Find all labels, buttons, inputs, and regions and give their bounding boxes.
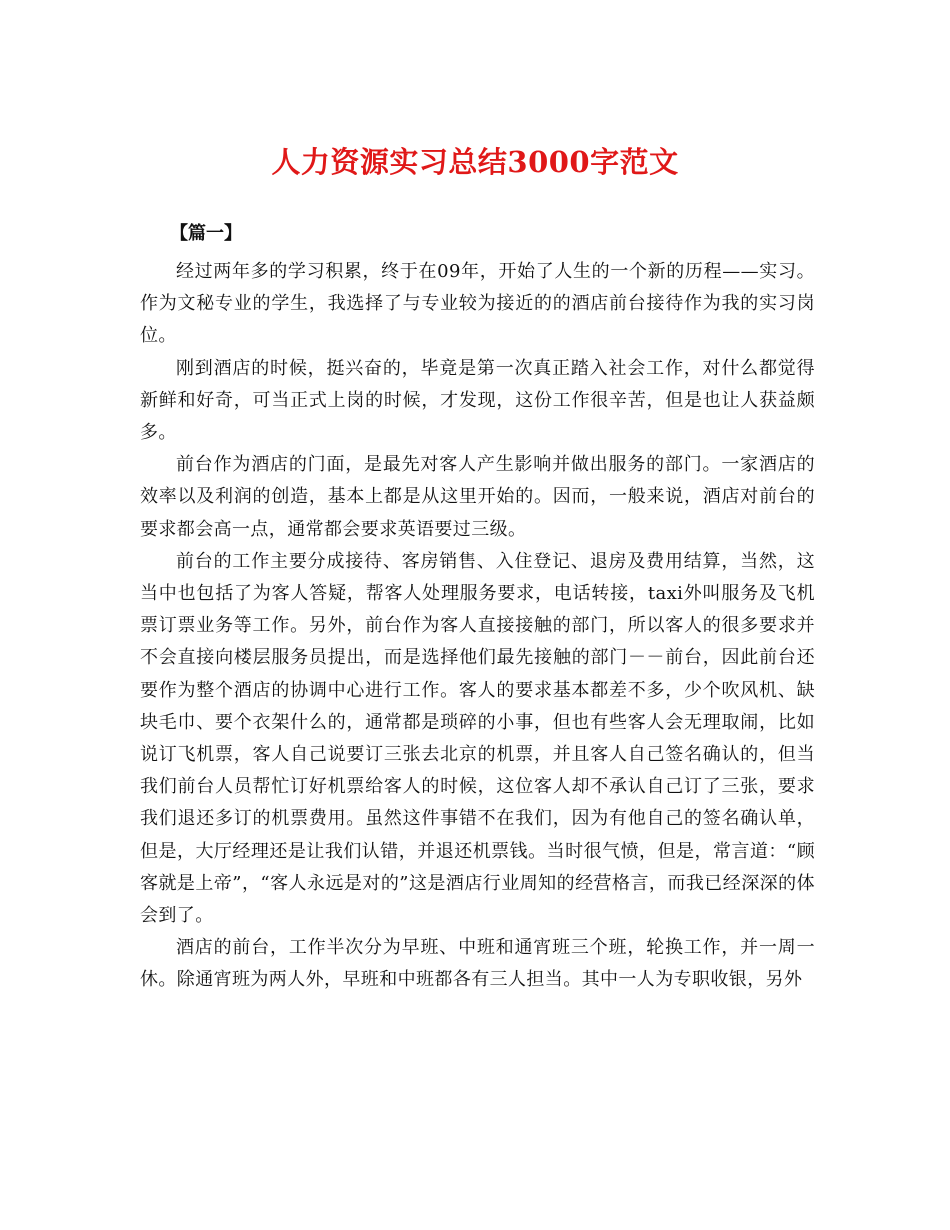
paragraph: 前台作为酒店的门面，是最先对客人产生影响并做出服务的部门。一家酒店的效率以及利润的创造，基本上都是从这里开始的。因而，一般来说，酒店对前台的要求都会高一点，通常都会要求英语要过三级。 [140, 454, 815, 540]
paragraph: 刚到酒店的时候，挺兴奋的，毕竟是第一次真正踏入社会工作，对什么都觉得新鲜和好奇，可当正式上岗的时候，才发现，这份工作很辛苦，但是也让人获益颇多。 [140, 357, 815, 444]
document-title: 人力资源实习总结3000字范文 [271, 145, 679, 179]
paragraph: 经过两年多的学习积累，终于在09年，开始了人生的一个新的历程——实习。作为文秘专业的学生，我选择了与专业较为接近的的酒店前台接待作为我的实习岗位。 [140, 261, 815, 347]
paragraph: 酒店的前台，工作半次分为早班、中班和通宵班三个班，轮换工作，并一周一休。除通宵班为两人外，早班和中班都各有三人担当。其中一人为专职收银，另外 [140, 937, 815, 991]
document-body [140, 256, 815, 997]
section-label: 【篇一】 [170, 223, 242, 244]
paragraph: 前台的工作主要分成接待、客房销售、入住登记、退房及费用结算，当然，这当中也包括了为客人答疑，帮客人处理服务要求，电话转接，taxi外叫服务及飞机票订票业务等工作。另外，前台作为客人直接接触的部门，所以客人的很多要求并不会直接向楼层服务员提出，而是选择他们最先接触的部门－－前台，因此前台还要作为整个酒店的协调中心进行工作。客人的要求基本都差不多，少个吹风机、缺块毛巾、要个衣架什么的，通常都是琐碎的小事，但也有些客人会无理取闹，比如说订飞机票，客人自己说要订三张去北京的机票，并且客人自己签名确认的，但当我们前台人员帮忙订好机票给客人的时候，这位客人却不承认自己订了三张，要求我们退还多订的机票费用。虽然这件事错不在我们，因为有他自己的签名确认单，但是，大厅经理还是让我们认错，并退还机票钱。当时很气愤，但是，常言道：“顾客就是上帝”，“客人永远是对的”这是酒店行业周知的经营格言，而我已经深深的体会到了。 [140, 550, 815, 927]
